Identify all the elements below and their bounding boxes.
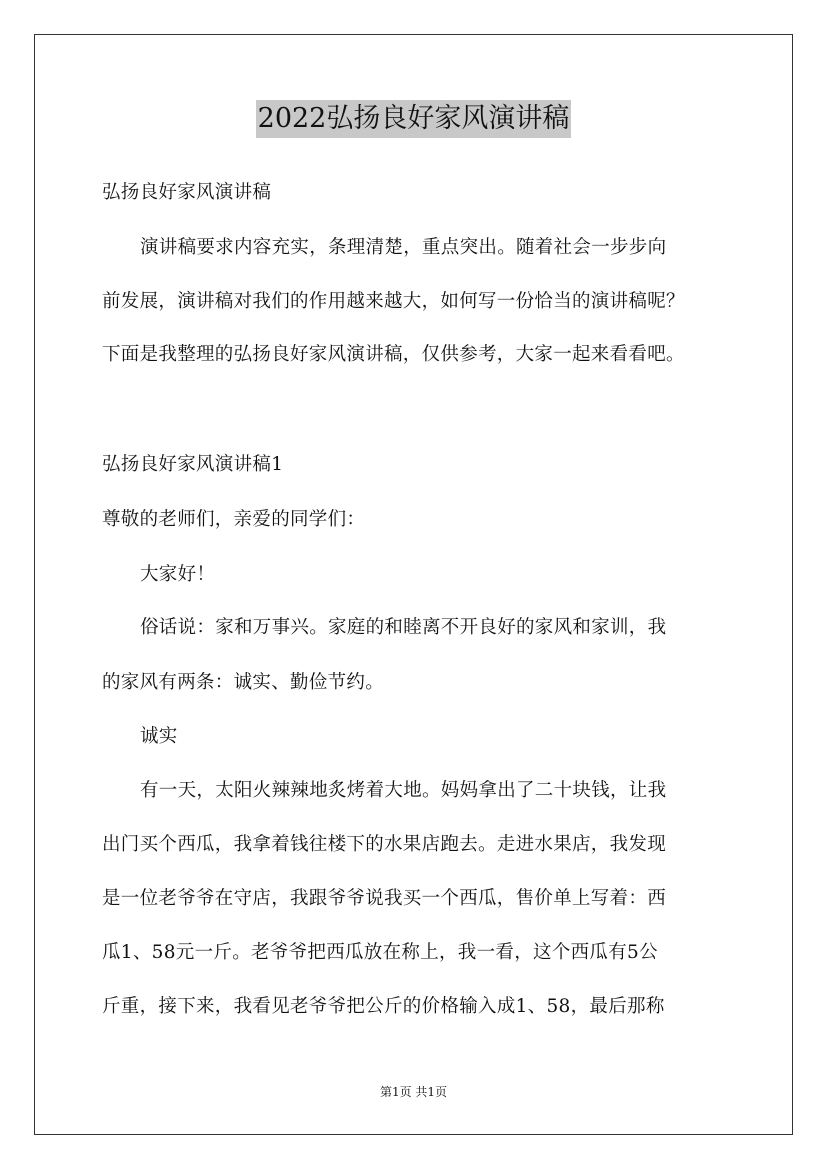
- document-title: 2022弘扬良好家风演讲稿: [256, 100, 572, 138]
- body-line: 下面是我整理的弘扬良好家风演讲稿，仅供参考，大家一起来看看吧。: [102, 344, 685, 365]
- page-footer: 第1页 共1页: [379, 1085, 448, 1099]
- body-line: 俗话说：家和万事兴。家庭的和睦离不开良好的家风和家训，我: [140, 617, 667, 638]
- body-line: 的家风有两条：诚实、勤俭节约。: [102, 672, 385, 693]
- title-container: [0, 100, 827, 138]
- body-line: 斤重，接下来，我看见老爷爷把公斤的价格输入成1、58，最后那称: [102, 996, 665, 1017]
- subtitle-line: 弘扬良好家风演讲稿: [102, 182, 272, 203]
- greeting-line: 大家好！: [140, 564, 216, 585]
- body-line: 是一位老爷爷在守店，我跟爷爷说我买一个西瓜，售价单上写着：西: [102, 888, 667, 909]
- body-line: 出门买个西瓜，我拿着钱往楼下的水果店跑去。走进水果店，我发现: [102, 834, 667, 855]
- body-line: 演讲稿要求内容充实，条理清楚，重点突出。随着社会一步步向: [140, 237, 667, 258]
- body-line: 瓜1、58元一斤。老爷爷把西瓜放在称上，我一看，这个西瓜有5公: [102, 942, 658, 963]
- body-line: 前发展，演讲稿对我们的作用越来越大，如何写一份恰当的演讲稿呢？: [102, 291, 685, 312]
- section-heading: 弘扬良好家风演讲稿1: [102, 454, 284, 475]
- subheading-line: 诚实: [140, 726, 178, 747]
- body-line: 有一天，太阳火辣辣地炙烤着大地。妈妈拿出了二十块钱，让我: [140, 780, 667, 801]
- salutation-line: 尊敬的老师们，亲爱的同学们：: [102, 509, 366, 530]
